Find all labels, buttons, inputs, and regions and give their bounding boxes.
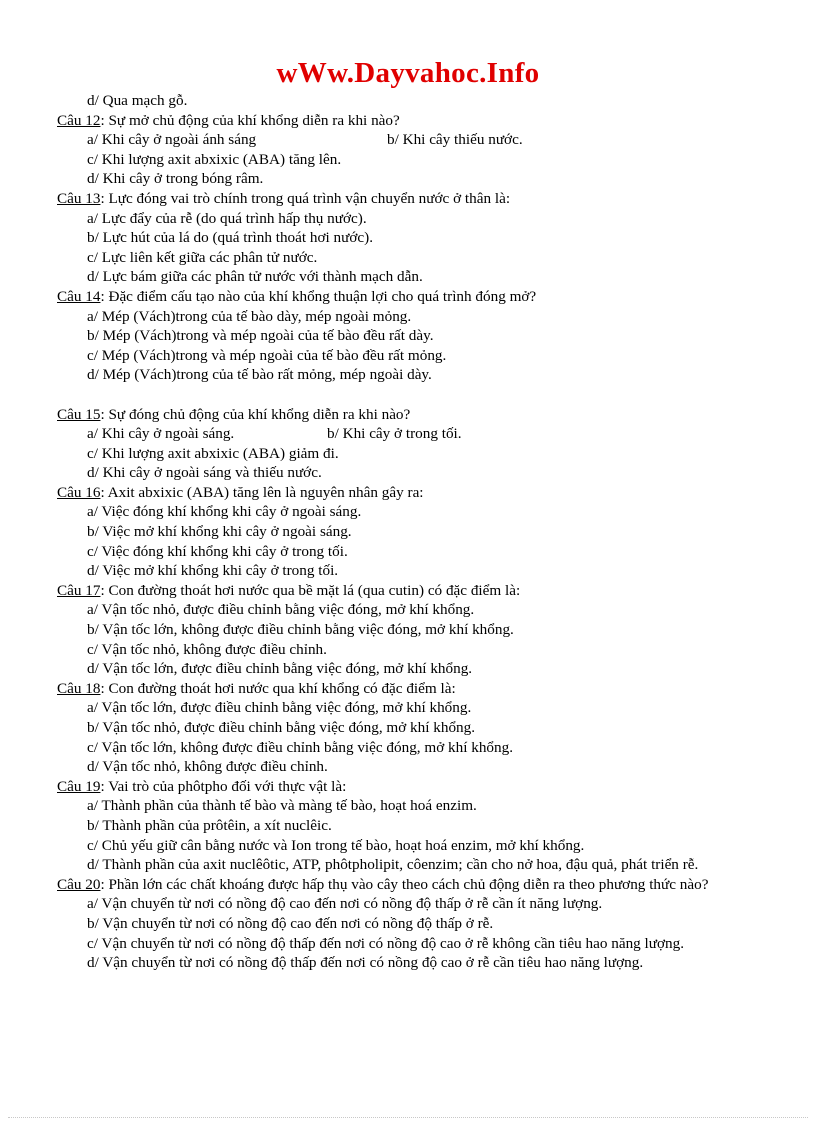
option-d: d/ Khi cây ở trong bóng râm. [87, 170, 264, 188]
question-text: : Axit abxixic (ABA) tăng lên là nguyên nhân gây ra: [100, 483, 424, 501]
option-a: a/ Việc đóng khí khổng khi cây ở ngoài sáng. [87, 503, 362, 521]
question-17 [57, 581, 754, 601]
option-c: c/ Việc đóng khí khổng khi cây ở trong tối. [87, 542, 348, 560]
option-a: a/ Mép (Vách)trong của tế bào dày, mép ngoài mỏng. [87, 307, 412, 325]
option-b: b/ Mép (Vách)trong và mép ngoài của tế bào đều rất dày. [87, 327, 434, 345]
option-c: c/ Khi lượng axit abxixic (ABA) giảm đi. [87, 444, 339, 462]
question-label: Câu 18 [57, 679, 101, 697]
option-a: a/ Vận tốc nhỏ, được điều chỉnh bằng việc đóng, mở khí khổng. [87, 601, 475, 619]
question-label: Câu 20 [57, 875, 101, 893]
question-label: Câu 19 [57, 777, 101, 795]
option-c: c/ Vận tốc nhỏ, không được điều chỉnh. [87, 640, 327, 658]
option-c: c/ Khi lượng axit abxixic (ABA) tăng lên. [87, 150, 342, 168]
option-c: c/ Chủ yếu giữ cân bằng nước và Ion trong tế bào, hoạt hoá enzim, mở khí khổng. [87, 836, 585, 854]
question-text: : Phần lớn các chất khoáng được hấp thụ vào cây theo cách chủ động diễn ra theo phương thức nào? [100, 875, 709, 893]
option-a: a/ Vận chuyển từ nơi có nồng độ cao đến nơi có nồng độ thấp ở rễ cần ít năng lượng. [87, 895, 603, 913]
lead-option: d/ Qua mạch gỗ. [87, 92, 188, 109]
option-c: c/ Vận tốc lớn, không được điều chỉnh bằng việc đóng, mở khí khổng. [87, 738, 514, 756]
question-label: Câu 16 [57, 483, 101, 501]
option-c: c/ Vận chuyển từ nơi có nồng độ thấp đến nơi có nồng độ cao ở rễ không cần tiêu hao năng lượng. [87, 934, 685, 952]
question-text: : Sự mở chủ động của khí khổng diễn ra khi nào? [100, 111, 400, 129]
question-16 [57, 483, 754, 503]
question-18 [57, 679, 754, 699]
option-d: d/ Mép (Vách)trong của tế bào rất mỏng, mép ngoài dày. [87, 366, 432, 384]
option-a: a/ Khi cây ở ngoài sáng. [87, 425, 235, 443]
question-text: : Lực đóng vai trò chính trong quá trình vận chuyển nước ở thân là: [100, 189, 511, 207]
option-b: b/ Khi cây thiếu nước. [387, 131, 523, 149]
question-15 [57, 405, 754, 425]
option-d: d/ Khi cây ở ngoài sáng và thiếu nước. [87, 464, 322, 482]
option-a: a/ Lực đẩy của rễ (do quá trình hấp thụ nước). [87, 209, 367, 227]
option-d: d/ Thành phần của axit nuclêôtic, ATP, phôtpholipit, côenzim; cần cho nở hoa, đậu quả, phát triển rễ. [87, 856, 699, 874]
option-d: d/ Lực bám giữa các phân tử nước với thành mạch dẫn. [87, 268, 423, 286]
question-13 [57, 189, 754, 209]
question-text: : Vai trò của phôtpho đối với thực vật là: [100, 777, 347, 795]
question-text: : Sự đóng chủ động của khí khổng diễn ra khi nào? [100, 405, 411, 423]
option-d: d/ Việc mở khí khổng khi cây ở trong tối. [87, 562, 339, 580]
option-b: b/ Vận chuyển từ nơi có nồng độ cao đến nơi có nồng độ thấp ở rễ. [87, 914, 494, 932]
question-text: : Con đường thoát hơi nước qua bề mặt lá (qua cutin) có đặc điểm là: [100, 581, 521, 599]
option-a: a/ Khi cây ở ngoài ánh sáng [87, 131, 257, 149]
option-c: c/ Mép (Vách)trong và mép ngoài của tế bào đều rất mỏng. [87, 346, 447, 364]
question-12 [57, 111, 754, 131]
option-c: c/ Lực liên kết giữa các phân tử nước. [87, 248, 318, 266]
option-b: b/ Việc mở khí khổng khi cây ở ngoài sáng. [87, 523, 352, 541]
site-watermark-header[interactable]: wWw.Dayvahoc.Info [276, 57, 540, 89]
option-b: b/ Khi cây ở trong tối. [327, 425, 462, 443]
question-label: Câu 15 [57, 405, 101, 423]
question-text: : Đặc điểm cấu tạo nào của khí khổng thuận lợi cho quá trình đóng mở? [100, 287, 537, 305]
option-d: d/ Vận tốc lớn, được điều chỉnh bằng việc đóng, mở khí khổng. [87, 660, 473, 678]
option-b: b/ Thành phần của prôtêin, a xít nuclêic. [87, 816, 332, 834]
question-text: : Con đường thoát hơi nước qua khí khổng có đặc điểm là: [100, 679, 456, 697]
option-b: b/ Lực hút của lá do (quá trình thoát hơi nước). [87, 229, 373, 247]
option-row [57, 130, 754, 150]
question-list [57, 91, 754, 973]
option-b: b/ Vận tốc nhỏ, được điều chỉnh bằng việc đóng, mở khí khổng. [87, 719, 476, 736]
question-label: Câu 13 [57, 189, 101, 207]
question-14 [57, 287, 754, 307]
option-d: d/ Vận tốc nhỏ, không được điều chỉnh. [87, 758, 328, 776]
question-label: Câu 17 [57, 581, 101, 599]
option-row [57, 424, 754, 444]
option-a: a/ Thành phần của thành tế bào và màng tế bào, hoạt hoá enzim. [87, 797, 477, 815]
question-20 [57, 875, 754, 895]
option-d: d/ Vận chuyển từ nơi có nồng độ thấp đến nơi có nồng độ cao ở rễ cần tiêu hao năng lượng. [87, 954, 644, 972]
blank-line [57, 385, 754, 405]
option-a: a/ Vận tốc lớn, được điều chỉnh bằng việc đóng, mở khí khổng. [87, 699, 472, 717]
question-19 [57, 777, 754, 797]
question-label: Câu 12 [57, 111, 101, 129]
page-bottom-divider [8, 1117, 808, 1118]
option-b: b/ Vận tốc lớn, không được điều chỉnh bằng việc đóng, mở khí khổng. [87, 621, 514, 639]
question-label: Câu 14 [57, 287, 101, 305]
